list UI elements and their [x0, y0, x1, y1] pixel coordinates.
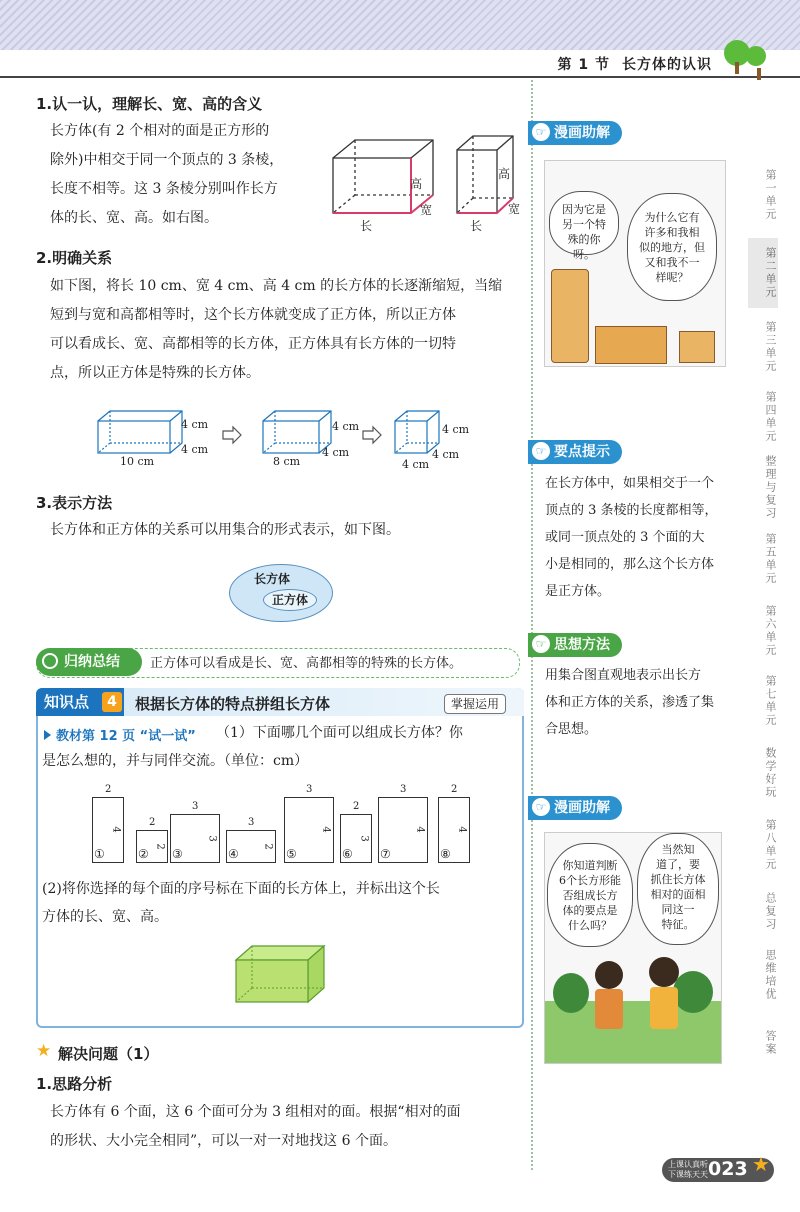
problem-sub: 1.思路分析 — [36, 1075, 113, 1093]
comic1-panel — [544, 160, 726, 367]
face-number: ③ — [172, 847, 183, 861]
tips-line: 或同一顶点处的 3 个面的大 — [545, 530, 705, 545]
cube-character — [679, 331, 715, 363]
box2-length: 8 cm — [273, 455, 301, 468]
bubble-line: 你知道判断 — [562, 859, 618, 872]
face-top-dimension: 3 — [192, 801, 199, 812]
face-number: ② — [138, 847, 149, 861]
bubble-line: 当然知 — [661, 843, 695, 856]
face-side-dimension: 4 — [320, 826, 332, 833]
face-top-dimension: 2 — [451, 784, 458, 795]
bubble-line: 因为它是 — [562, 203, 606, 216]
page-number: 023 — [708, 1158, 748, 1180]
sec2-line: 短到与宽和高都相等时，这个长方体就变成了正方体，所以正方体 — [50, 307, 456, 323]
chapter-tab[interactable]: 第六单元 — [764, 605, 777, 657]
footer-slogan — [668, 1160, 708, 1180]
hand-icon: ☞ — [532, 635, 550, 653]
header-chapter: 长方体的认识 — [622, 57, 712, 73]
knowledge-number: 4 — [102, 692, 122, 712]
bubble-line: 6个长方形能 — [559, 874, 621, 887]
sec1-line: 除外)中相交于同一个顶点的 3 条棱， — [50, 152, 284, 168]
comic1-tag-label: 漫画助解 — [554, 125, 610, 141]
hand-icon: ☞ — [532, 442, 550, 460]
chapter-tab[interactable]: 数学好玩 — [764, 747, 777, 799]
method-tag-label: 思想方法 — [554, 637, 610, 653]
face-number: ⑧ — [440, 847, 451, 861]
boy-body — [595, 989, 623, 1029]
problem-text — [50, 1098, 520, 1156]
face-side-dimension: 2 — [154, 842, 166, 850]
face-number: ⑦ — [380, 847, 391, 861]
comic1-tag — [528, 121, 622, 145]
sec2-line: 点，所以正方体是特殊的长方体。 — [50, 365, 260, 381]
textbook-ref: 教材第 12 页 “试一试” — [56, 729, 196, 744]
fig2-width-label: 宽 — [508, 202, 521, 216]
sec1-heading: 1.认一认，理解长、宽、高的含义 — [36, 95, 263, 113]
chapter-tab[interactable]: 第八单元 — [764, 819, 777, 871]
set-outer-label: 长方体 — [254, 572, 291, 586]
bubble-line: 否组成长方 — [562, 889, 618, 902]
knowledge-badge: 掌握运用 — [444, 694, 506, 714]
tall-cuboid-character — [551, 269, 589, 363]
method-line: 用集合图直观地表示出长方 — [545, 668, 702, 683]
bubble-line: 特征。 — [661, 918, 695, 931]
bubble-line: 另一个特 — [562, 218, 606, 231]
hand-icon: ☞ — [532, 123, 550, 141]
tips-line: 顶点的 3 条棱的长度都相等， — [545, 503, 718, 518]
star-icon: ★ — [36, 1041, 52, 1061]
set-inner-label: 正方体 — [263, 589, 317, 611]
bush — [553, 973, 589, 1013]
tips-line: 是正方体。 — [545, 584, 611, 599]
sec1-text — [50, 117, 283, 233]
hand-icon: ☞ — [532, 798, 550, 816]
comic2-panel — [544, 832, 722, 1064]
sec2-line: 如下图，将长 10 cm、宽 4 cm、高 4 cm 的长方体的长逐渐缩短，当缩 — [50, 278, 503, 294]
comic1-bubble-right — [627, 193, 717, 301]
chapter-tab[interactable]: 第二单元 — [748, 238, 778, 308]
method-line: 合思想。 — [545, 722, 598, 737]
star-icon: ★ — [752, 1152, 770, 1176]
bubble-line: 抓住长方体 — [650, 873, 706, 886]
cuboid-figures — [325, 130, 525, 235]
knowledge-label: 知识点 — [36, 688, 124, 716]
tips-tag — [528, 440, 622, 464]
box3-height: 4 cm — [442, 423, 470, 436]
fig2-height-label: 高 — [498, 167, 511, 181]
fig-height-label: 高 — [410, 177, 423, 191]
face-side-dimension: 4 — [110, 826, 122, 833]
tree-icon — [746, 46, 766, 66]
green-cuboid — [232, 942, 328, 1006]
column-divider — [531, 80, 533, 1170]
bubble-line: 又和我不一 — [644, 256, 700, 269]
face-top-dimension: 2 — [149, 817, 156, 828]
face-side-dimension: 4 — [414, 826, 426, 833]
bubble-line: 样呢？ — [655, 271, 689, 284]
chapter-tab[interactable]: 总复习 — [764, 891, 777, 931]
top-pattern-band — [0, 0, 800, 50]
fig2-length-label: 长 — [470, 219, 483, 233]
sec2-heading: 2.明确关系 — [36, 249, 113, 267]
tips-text — [545, 470, 725, 605]
method-tag — [528, 633, 622, 657]
fig-width-label: 宽 — [420, 203, 433, 217]
box1-width: 4 cm — [181, 443, 209, 456]
chapter-tab[interactable]: 第四单元 — [764, 391, 777, 443]
method-text — [545, 662, 725, 743]
fig-length-label: 长 — [360, 219, 373, 233]
face-side-dimension: 3 — [358, 834, 370, 842]
face-number: ① — [94, 847, 105, 861]
bubble-line: 体的要点是 — [562, 904, 618, 917]
summary-text: 正方体可以看成是长、宽、高都相等的特殊的长方体。 — [150, 656, 463, 671]
comic2-bubble-right — [637, 833, 719, 945]
tips-line: 小是相同的，那么这个长方体 — [545, 557, 715, 572]
sec1-line: 长方体(有 2 个相对的面是正方形的 — [50, 123, 270, 139]
footer-slogan-2: 下课练天天 — [668, 1170, 708, 1179]
footer-slogan-1: 上课认真听 — [668, 1160, 708, 1169]
question2-line2: 方体的长、宽、高。 — [42, 909, 168, 925]
comic2-tag-label: 漫画助解 — [554, 800, 610, 816]
bush — [673, 971, 713, 1013]
girl-head — [649, 957, 679, 987]
chapter-tab[interactable]: 整理与复习 — [764, 454, 777, 520]
problem-line: 的形状、大小完全相同”，可以一对一对地找这 6 个面。 — [50, 1133, 397, 1149]
bubble-line: 同这一 — [661, 903, 695, 916]
sec2-text — [50, 272, 520, 388]
chapter-tab[interactable]: 答案 — [764, 1030, 777, 1056]
bubble-line: 为什么它有 — [644, 211, 700, 224]
summary-label: 归纳总结 — [36, 648, 142, 676]
chapter-tab[interactable]: 思维培优 — [764, 949, 777, 1001]
sec1-line: 长度不相等。这 3 条棱分别叫作长方 — [50, 181, 278, 197]
header-title — [546, 54, 713, 74]
face-top-dimension: 3 — [400, 784, 407, 795]
comic2-tag — [528, 796, 622, 820]
bubble-line: 似的地方，但 — [639, 241, 705, 254]
bubble-line: 殊的你呀。 — [567, 233, 601, 261]
face-top-dimension: 3 — [306, 784, 313, 795]
box2-height: 4 cm — [332, 420, 360, 433]
face-side-dimension: 3 — [206, 834, 218, 842]
bubble-line: 相对的面相 — [650, 888, 706, 901]
box2-width: 4 cm — [322, 446, 350, 459]
chapter-tab[interactable]: 第三单元 — [764, 321, 777, 373]
method-line: 体和正方体的关系，渗透了集 — [545, 695, 715, 710]
face-number: ⑥ — [342, 847, 353, 861]
face-top-dimension: 2 — [353, 801, 360, 812]
sec3-line: 长方体和正方体的关系可以用集合的形式表示，如下图。 — [50, 522, 400, 538]
face-top-dimension: 2 — [105, 784, 112, 795]
problem-line: 长方体有 6 个面，这 6 个面可分为 3 组相对的面。根据“相对的面 — [50, 1104, 461, 1120]
sec1-line: 体的长、宽、高。如右图。 — [50, 210, 218, 226]
tips-tag-label: 要点提示 — [554, 444, 610, 460]
sec2-line: 可以看成长、宽、高都相等的长方体，正方体具有长方体的一切特 — [50, 336, 456, 352]
question1-line2: 是怎么想的，并与同伴交流。（单位：cm） — [42, 753, 309, 769]
comic1-bubble-left — [549, 191, 619, 261]
box1-length: 10 cm — [120, 455, 155, 468]
box3-length: 4 cm — [402, 458, 430, 471]
header-section: 第 1 节 — [557, 57, 610, 73]
question2-line1: (2)将你选择的每个面的序号标在下面的长方体上，并标出这个长 — [42, 881, 440, 897]
tips-line: 在长方体中，如果相交于一个 — [545, 476, 715, 491]
face-number: ⑤ — [286, 847, 297, 861]
wide-cuboid-character — [595, 326, 667, 364]
chapter-tab[interactable]: 第一单元 — [764, 169, 777, 221]
girl-body — [650, 987, 678, 1029]
comic2-bubble-left — [547, 843, 633, 947]
boy-head — [595, 961, 623, 989]
play-triangle-icon — [44, 730, 51, 740]
box3-width: 4 cm — [432, 448, 460, 461]
bubble-line: 许多和我相 — [644, 226, 700, 239]
sec3-heading: 3.表示方法 — [36, 494, 113, 512]
knowledge-title: 根据长方体的特点拼组长方体 — [135, 695, 331, 713]
chapter-tab[interactable]: 第七单元 — [764, 675, 777, 727]
chapter-tab[interactable]: 第五单元 — [764, 533, 777, 585]
face-side-dimension: 4 — [456, 826, 468, 833]
problem-heading: 解决问题（1） — [58, 1045, 159, 1063]
face-top-dimension: 3 — [248, 817, 255, 828]
bubble-line: 什么吗？ — [568, 919, 612, 932]
box1-height: 4 cm — [181, 418, 209, 431]
face-number: ④ — [228, 847, 239, 861]
bubble-line: 道了，要 — [656, 858, 700, 871]
face-side-dimension: 2 — [262, 842, 274, 850]
question1-line1: （1）下面哪几个面可以组成长方体？你 — [216, 725, 463, 741]
